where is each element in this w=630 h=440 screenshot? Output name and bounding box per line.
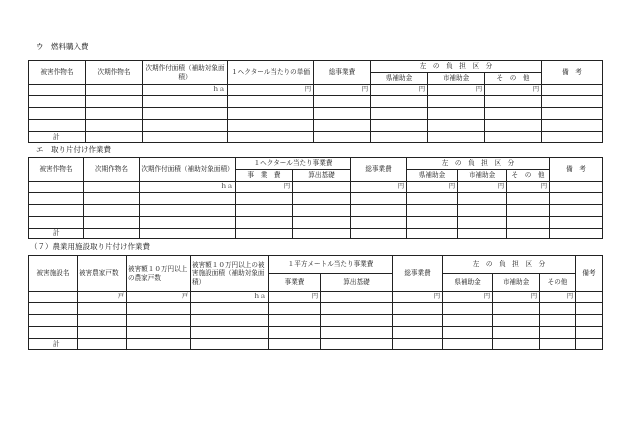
header-pref-subsidy: 県補助金 xyxy=(443,274,493,292)
header-city-subsidy: 市補助金 xyxy=(428,73,485,85)
header-basis: 算出基礎 xyxy=(293,170,351,182)
header-per-m2-cost: １平方メートル当たり事業費 xyxy=(269,256,393,274)
fuel-cost-table xyxy=(28,60,603,143)
header-remarks: 備考 xyxy=(576,256,603,292)
header-city-subsidy: 市補助金 xyxy=(458,170,507,182)
header-next-crop: 次期作物名 xyxy=(84,158,140,182)
header-cost-share: 左 の 負 担 区 分 xyxy=(407,158,550,170)
table-row xyxy=(29,205,603,217)
cell xyxy=(29,85,86,96)
table-row xyxy=(29,96,603,108)
total-label: 計 xyxy=(29,132,86,143)
header-households-over100k: 被害額１０万円以上の農家戸数 xyxy=(127,256,191,292)
total-row xyxy=(29,132,603,143)
unit-households: 戸 xyxy=(127,292,191,303)
cell xyxy=(29,292,78,303)
header-remarks: 備 考 xyxy=(550,158,603,182)
header-unit-price: １ヘクタール当たりの単価 xyxy=(228,61,314,85)
section-e-title: エ 取り片付け作業費 xyxy=(36,145,111,154)
header-city-subsidy: 市補助金 xyxy=(493,274,540,292)
section-7-title: （７）農業用施設取り片付け作業費 xyxy=(30,242,150,251)
header-total-cost: 総事業費 xyxy=(393,256,443,292)
header-other: その他 xyxy=(540,274,576,292)
header-next-crop: 次期作物名 xyxy=(86,61,143,85)
cell xyxy=(321,292,393,303)
table-row xyxy=(29,292,603,303)
header-planted-area: 次期作付面積（補助対象面積） xyxy=(143,61,228,85)
cell xyxy=(550,182,603,193)
header-damaged-crop: 被害作物名 xyxy=(29,158,84,182)
facility-cleanup-table xyxy=(28,255,603,350)
header-project-cost: 事 業 費 xyxy=(236,170,293,182)
table-row xyxy=(29,108,603,120)
table-row xyxy=(29,182,603,193)
cell xyxy=(29,182,84,193)
table-row xyxy=(29,85,603,96)
header-other: そ の 他 xyxy=(507,170,550,182)
unit-yen: 円 xyxy=(493,292,540,303)
table-row xyxy=(29,120,603,132)
unit-yen: 円 xyxy=(269,292,321,303)
cell xyxy=(293,182,351,193)
unit-yen: 円 xyxy=(407,182,458,193)
total-label: 計 xyxy=(29,339,78,350)
cell xyxy=(86,85,143,96)
header-basis: 算出基礎 xyxy=(321,274,393,292)
header-total-cost: 総事業費 xyxy=(314,61,371,85)
header-total-cost: 総事業費 xyxy=(351,158,407,182)
table-row xyxy=(29,327,603,339)
cleanup-cost-table xyxy=(28,157,603,239)
unit-yen: 円 xyxy=(371,85,428,96)
header-remarks: 備 考 xyxy=(542,61,603,85)
unit-yen: 円 xyxy=(428,85,485,96)
unit-yen: 円 xyxy=(314,85,371,96)
unit-yen: 円 xyxy=(485,85,542,96)
total-row xyxy=(29,339,603,350)
unit-yen: 円 xyxy=(393,292,443,303)
header-planted-area: 次期作付面積（補助対象面積） xyxy=(140,158,236,182)
header-damaged-crop: 被害作物名 xyxy=(29,61,86,85)
total-row xyxy=(29,229,603,239)
header-facility-area: 被害額１０万円以上の被害施設面積（補助対象面積） xyxy=(191,256,269,292)
unit-yen: 円 xyxy=(507,182,550,193)
unit-yen: 円 xyxy=(351,182,407,193)
header-pref-subsidy: 県補助金 xyxy=(407,170,458,182)
table-row xyxy=(29,217,603,229)
unit-households: 戸 xyxy=(78,292,127,303)
cell xyxy=(576,292,603,303)
unit-yen: 円 xyxy=(540,292,576,303)
cell xyxy=(84,182,140,193)
table-row xyxy=(29,193,603,205)
header-pref-subsidy: 県補助金 xyxy=(371,73,428,85)
header-facility: 被害施設名 xyxy=(29,256,78,292)
unit-yen: 円 xyxy=(458,182,507,193)
unit-ha: ｈａ xyxy=(140,182,236,193)
unit-yen: 円 xyxy=(236,182,293,193)
header-households: 被害農家戸数 xyxy=(78,256,127,292)
section-u-title: ウ 燃料購入費 xyxy=(36,42,89,51)
header-per-ha-cost: １ヘクタール当たり事業費 xyxy=(236,158,351,170)
unit-yen: 円 xyxy=(443,292,493,303)
total-label: 計 xyxy=(29,229,84,239)
table-row xyxy=(29,315,603,327)
header-project-cost: 事業費 xyxy=(269,274,321,292)
unit-ha: ｈａ xyxy=(191,292,269,303)
unit-ha: ｈａ xyxy=(143,85,228,96)
header-other: そ の 他 xyxy=(485,73,542,85)
header-cost-share: 左 の 負 担 区 分 xyxy=(371,61,542,73)
unit-yen: 円 xyxy=(228,85,314,96)
header-cost-share: 左 の 負 担 区 分 xyxy=(443,256,576,274)
cell xyxy=(542,85,603,96)
table-row xyxy=(29,303,603,315)
